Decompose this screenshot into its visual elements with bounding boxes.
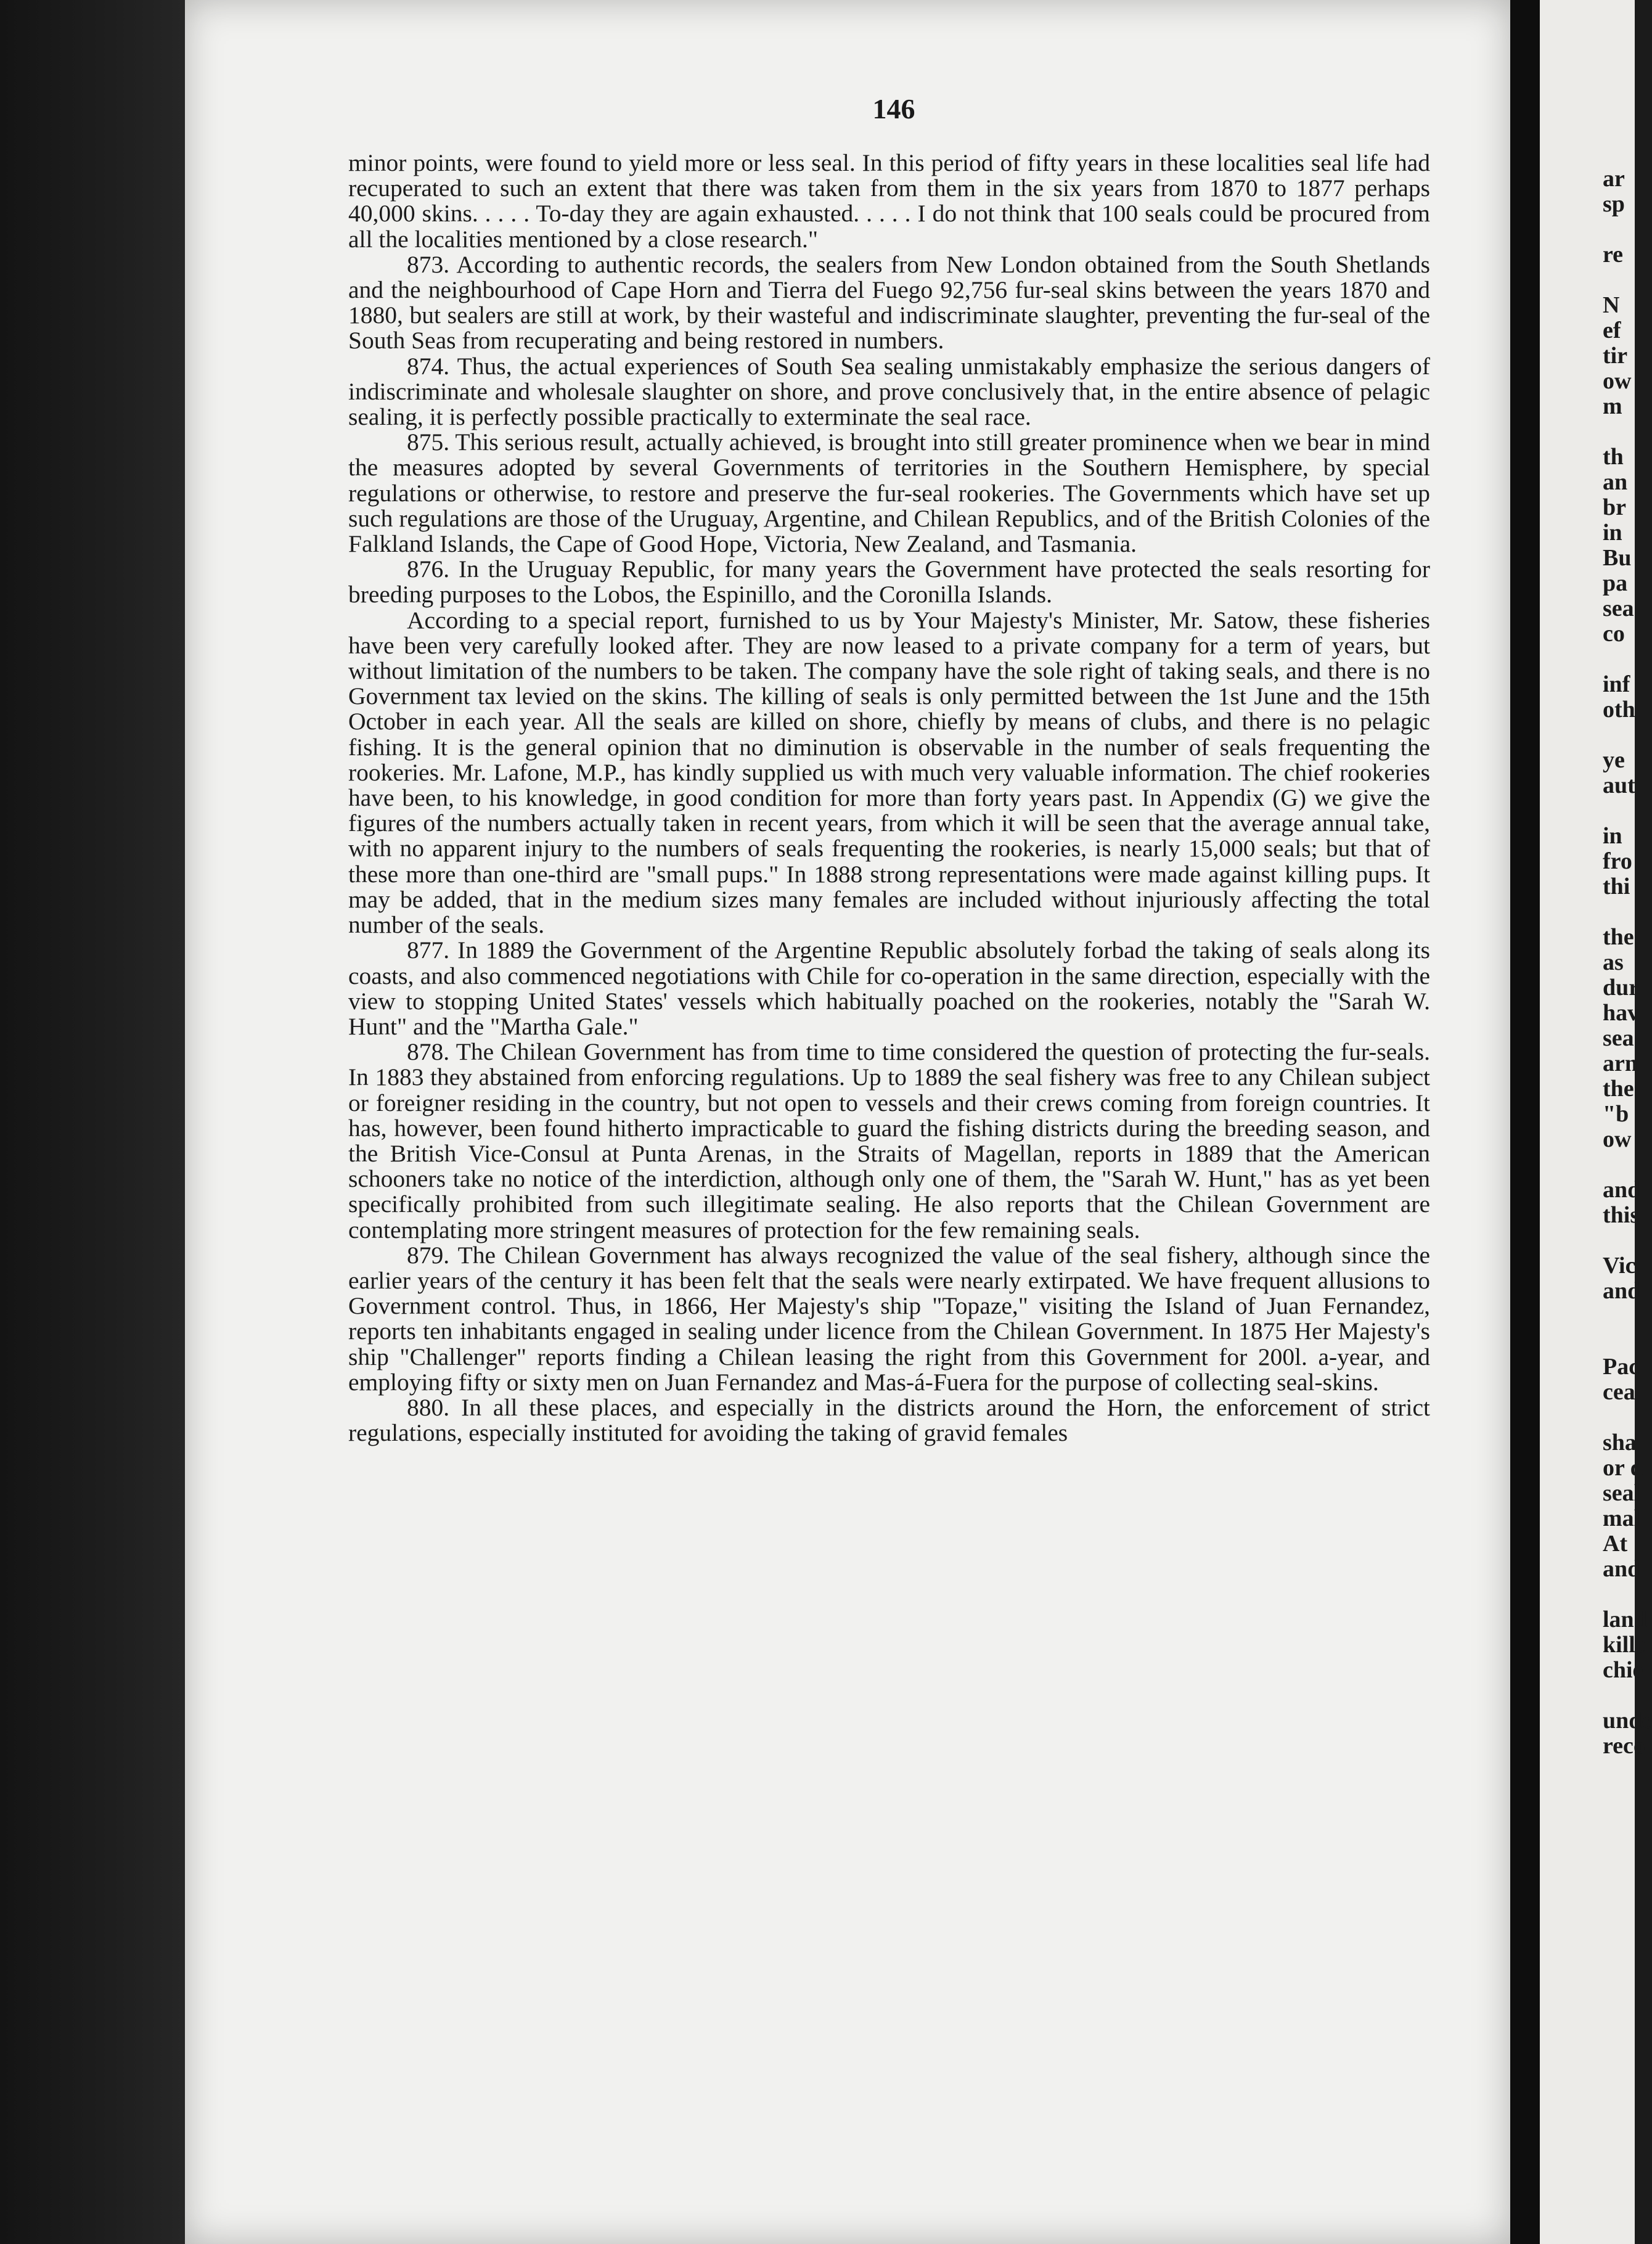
paragraph: 874. Thus, the actual experiences of South Sea sealing unmistakably emphasize the serious dangers of indiscriminate and wholesale slaughter on shore, and prove conclusively that, in the entire absence of pelagic sealing, it is perfectly possible practically to exterminate the seal race. [348, 352, 1430, 431]
next-page-fragment [1603, 1152, 1640, 1177]
next-page-fragment: fro [1603, 848, 1632, 874]
paragraph: 875. This serious result, actually achieved, is brought into still greater prominence when we bear in mind the measures adopted by several Governments of territories in the Southern Hemisphere, by special regulations or otherwise, to restore and preserve the fur-seal rookeries. The Governments which have set up such regulations are those of the Uruguay, Argentine, and Chilean Republics, and of the British Colonies of the Falkland Islands, the Cape of Good Hope, Victoria, New Zealand, and Tasmania. [348, 428, 1430, 558]
next-page-fragment: ef [1603, 317, 1621, 343]
next-page-fragment [1603, 1582, 1640, 1607]
next-page-fragment: as [1603, 949, 1624, 975]
paragraph: 879. The Chilean Government has always recognized the value of the seal fishery, although since the earlier years of the century it has been felt that the seals were nearly extirpated. We have frequent allusions to Government control. Thus, in 1866, Her Majesty's ship "Topaze," visiting the Island of Juan Fernandez, reports ten inhabitants engaged in sealing under licence from the Chilean Government. In 1875 Her Majesty's ship "Challenger" reports finding a Chilean leasing the right from this Government for 200l. a-year, and employing fifty or sixty men on Juan Fernandez and Mas-á-Fuera for the purpose of collecting seal-skins. [348, 1241, 1430, 1396]
next-page-fragment: Pac [1603, 1354, 1640, 1380]
next-page-fragment: or d [1603, 1455, 1643, 1481]
paragraph: 878. The Chilean Government has from time to time considered the question of protecting the fur-seals. In 1883 they abstained from enforcing regulations. Up to 1889 the seal fishery was free to any Chilean subject or foreigner residing in the country, but not open to vessels and their crews coming from foreign countries. It has, however, been found hitherto impracticable to guard the fishing districts during the breeding season, and the British Vice-Consul at Punta Arenas, in the Straits of Magellan, reports in 1889 that the American schooners take no notice of the interdiction, although only one of them, the "Sarah W. Hunt," has as yet been specifically prohibited from such illegitimate sealing. He also reports that the Chilean Government are contemplating more stringent measures of protection for the few remaining seals. [348, 1038, 1430, 1243]
next-page-fragment: unde [1603, 1708, 1652, 1734]
paragraph: 877. In 1889 the Government of the Argentine Republic absolutely forbad the taking of seals along its coasts, and also commenced negotiations with Chile for co-operation in the same direction, especially with the view to stopping United States' vessels which habitually poached on the rookeries, notably the "Sarah W. Hunt" and the "Martha Gale." [348, 936, 1430, 1040]
next-page-fragment: in [1603, 823, 1622, 849]
next-page-fragment: seal [1603, 1480, 1641, 1506]
next-page-fragment: arn [1603, 1050, 1638, 1076]
next-page-fragment: and [1603, 1177, 1641, 1203]
paragraph: 876. In the Uruguay Republic, for many years the Government have protected the seals resorting for breeding purposes to the Lobos, the Espinillo, and the Coronilla Islands. [348, 555, 1430, 608]
next-page-fragment: sha [1603, 1430, 1637, 1456]
next-page-fragment: mal [1603, 1505, 1641, 1531]
next-page-fragment: sea [1603, 1025, 1634, 1051]
next-page-fragment: oth [1603, 697, 1635, 723]
next-page-fragment: reco [1603, 1733, 1645, 1759]
next-page-fragment: inf [1603, 671, 1630, 697]
next-page-fragment [1603, 723, 1640, 748]
next-page-fragment: this [1603, 1202, 1640, 1228]
page-body-text [348, 150, 1430, 1446]
next-page-fragment: ar [1603, 166, 1625, 192]
next-page-fragment: aut [1603, 772, 1635, 798]
next-page-fragment: Vic [1603, 1253, 1636, 1279]
next-page-fragment: pa [1603, 570, 1628, 596]
next-page-fragment: sea [1603, 596, 1634, 621]
next-page-fragment: ow [1603, 1126, 1632, 1152]
next-page-fragment: tir [1603, 343, 1628, 369]
next-page-fragment [1603, 798, 1640, 824]
next-page-fragment: and [1603, 1278, 1641, 1304]
next-page-fragment: thi [1603, 874, 1630, 899]
book-gutter [1510, 0, 1540, 2244]
next-page-fragment: an [1603, 469, 1628, 495]
next-page-fragment: cea [1603, 1379, 1635, 1405]
next-page-fragment: ye [1603, 747, 1625, 773]
next-page-fragment: in [1603, 520, 1622, 546]
next-page-fragment: ow [1603, 368, 1632, 394]
next-page-fragment: hav [1603, 1000, 1640, 1026]
next-page-fragment: the [1603, 1076, 1634, 1102]
next-page-fragment: re [1603, 242, 1624, 268]
next-page-text-fragments [1603, 166, 1652, 1759]
next-page-fragment [1603, 1683, 1640, 1708]
next-page-fragment: chie [1603, 1657, 1643, 1683]
next-page-fragment: At [1603, 1531, 1628, 1557]
next-page-fragment [1603, 1304, 1640, 1329]
next-page-fragment [1603, 1228, 1640, 1253]
paragraph: minor points, were found to yield more or less seal. In this period of fifty years in these localities seal life had recuperated to such an extent that there was taken from them in the six years from 1870 to 1877 perhaps 40,000 skins. . . . . To-day they are again exhausted. . . . . I do not think that 100 seals could be procured from all the localities mentioned by a close research." [348, 149, 1430, 253]
next-page-fragment: br [1603, 494, 1626, 520]
paragraph: 873. According to authentic records, the sealers from New London obtained from the South Shetlands and the neighbourhood of Cape Horn and Tierra del Fuego 92,756 fur-seal skins between the years 1870 and 1880, but sealers are still at work, by their wasteful and indiscriminate slaughter, preventing the fur-seal of the South Seas from recuperating and being restored in numbers. [348, 250, 1430, 354]
next-page-fragment: Bu [1603, 545, 1632, 571]
page-number: 146 [872, 93, 915, 125]
next-page-fragment: the [1603, 924, 1634, 950]
next-page-fragment [1603, 1405, 1640, 1430]
next-page-fragment [1603, 1329, 1640, 1354]
next-page-fragment: co [1603, 621, 1625, 647]
next-page-fragment: land [1603, 1607, 1647, 1632]
paragraph: According to a special report, furnished to us by Your Majesty's Minister, Mr. Satow, these fisheries have been very carefully looked after. They are now leased to a private company for a term of years, but without limitation of the numbers to be taken. The company have the sole right of taking seals, and there is no Government tax levied on the skins. The killing of seals is only permitted between the 1st June and the 15th October in each year. All the seals are killed on shore, chiefly by means of clubs, and there is no pelagic fishing. It is the general opinion that no diminution is observable in the number of seals frequenting the rookeries. Mr. Lafone, M.P., has kindly supplied us with much very valuable information. The chief rookeries have been, to his knowledge, in good condition for more than forty years past. In Appendix (G) we give the figures of the numbers actually taken in recent years, from which it will be seen that the average annual take, with no apparent injury to the numbers of seals frequenting the rookeries, is nearly 15,000 seals; but that of these more than one-third are "small pups." In 1888 strong representations were made against killing pups. It may be added, that in the medium sizes many females are included without injuriously affecting the total number of the seals. [348, 606, 1430, 939]
next-page-fragment [1603, 419, 1640, 444]
next-page-fragment: N [1603, 292, 1620, 318]
next-page-fragment: sp [1603, 191, 1625, 217]
next-page-fragment: "b [1603, 1101, 1629, 1127]
next-page-fragment [1603, 217, 1640, 242]
next-page-fragment [1603, 899, 1640, 925]
next-page-fragment: dur [1603, 975, 1640, 1001]
next-page-fragment: th [1603, 444, 1624, 470]
next-page-fragment [1603, 647, 1640, 672]
next-page-fragment: kille [1603, 1632, 1646, 1658]
scanner-left-margin [0, 0, 185, 2244]
paragraph: 880. In all these places, and especially in the districts around the Horn, the enforcement of strict regulations, especially instituted for avoiding the taking of gravid females [348, 1393, 1430, 1447]
next-page-fragment: m [1603, 393, 1622, 419]
next-page-fragment [1603, 268, 1640, 293]
next-page-fragment: and [1603, 1556, 1641, 1582]
